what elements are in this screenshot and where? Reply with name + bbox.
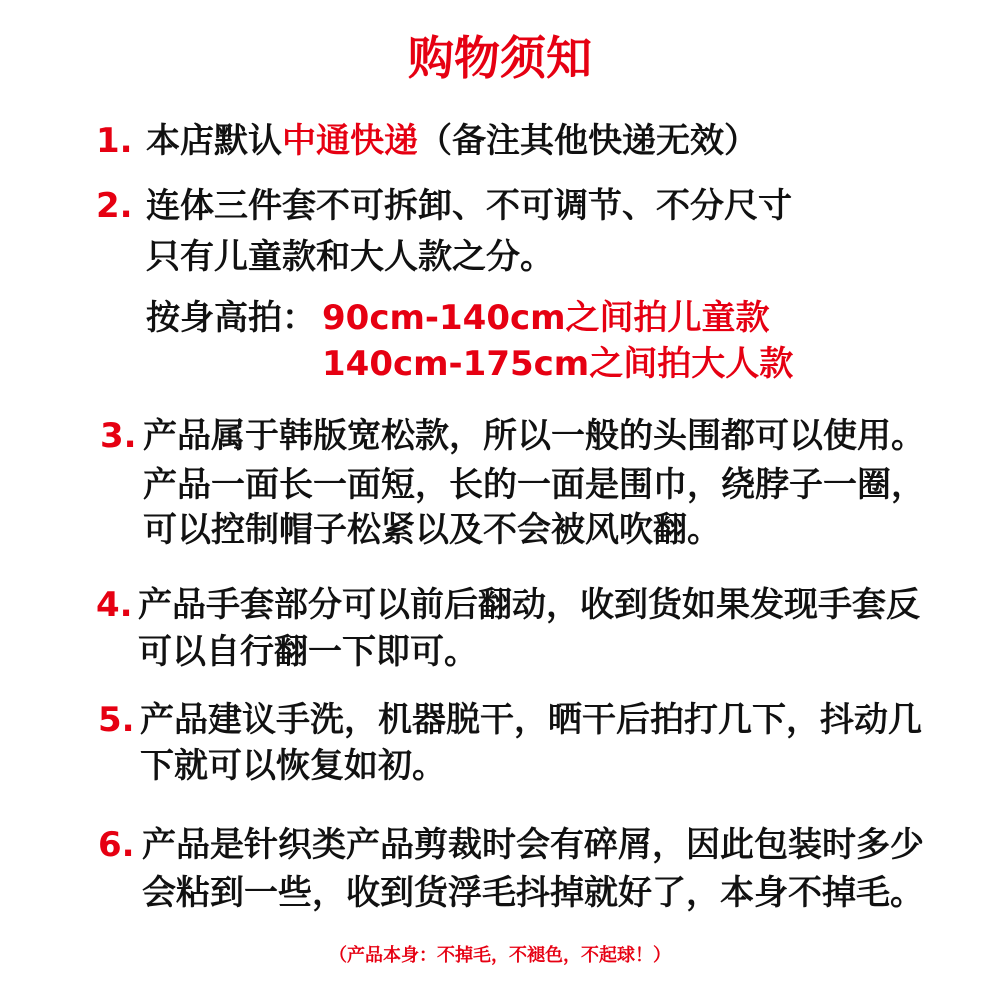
item-2-line-2: 只有儿童款和大人款之分。 (146, 237, 554, 277)
size-adult-range: 140cm-175cm之间拍大人款 (322, 344, 794, 384)
item-5-number: 5. (98, 700, 135, 740)
item-5-line-2: 下就可以恢复如初。 (140, 746, 446, 786)
item-4-line-2: 可以自行翻一下即可。 (138, 632, 478, 672)
item-4-number: 4. (96, 585, 133, 625)
item-4-line-1: 产品手套部分可以前后翻动，收到货如果发现手套反 (138, 585, 920, 625)
item-1-number: 1. (96, 121, 133, 161)
size-child-range: 90cm-140cm之间拍儿童款 (322, 298, 770, 338)
item-3-number: 3. (100, 416, 137, 456)
item-1-text (146, 121, 758, 161)
item-3-line-3: 可以控制帽子松紧以及不会被风吹翻。 (143, 510, 721, 550)
item-2-number: 2. (96, 186, 133, 226)
item-1-prefix: 本店默认 (146, 121, 282, 161)
item-6-number: 6. (98, 825, 135, 865)
item-2-line-1: 连体三件套不可拆卸、不可调节、不分尺寸 (146, 186, 792, 226)
page-title: 购物须知 (408, 31, 592, 85)
item-5-line-1: 产品建议手洗，机器脱干，晒干后拍打几下，抖动几 (140, 700, 922, 740)
footer-note: （产品本身：不掉毛，不褪色，不起球！） (329, 945, 671, 966)
item-3-line-2: 产品一面长一面短，长的一面是围巾，绕脖子一圈， (143, 465, 925, 505)
item-6-line-2: 会粘到一些，收到货浮毛抖掉就好了，本身不掉毛。 (142, 873, 924, 913)
size-label: 按身高拍： (146, 298, 316, 338)
item-1-highlight: 中通快递 (282, 121, 418, 161)
item-3-line-1: 产品属于韩版宽松款，所以一般的头围都可以使用。 (143, 416, 925, 456)
item-1-suffix: （备注其他快递无效） (418, 121, 758, 161)
item-6-line-1: 产品是针织类产品剪裁时会有碎屑，因此包装时多少 (142, 825, 924, 865)
